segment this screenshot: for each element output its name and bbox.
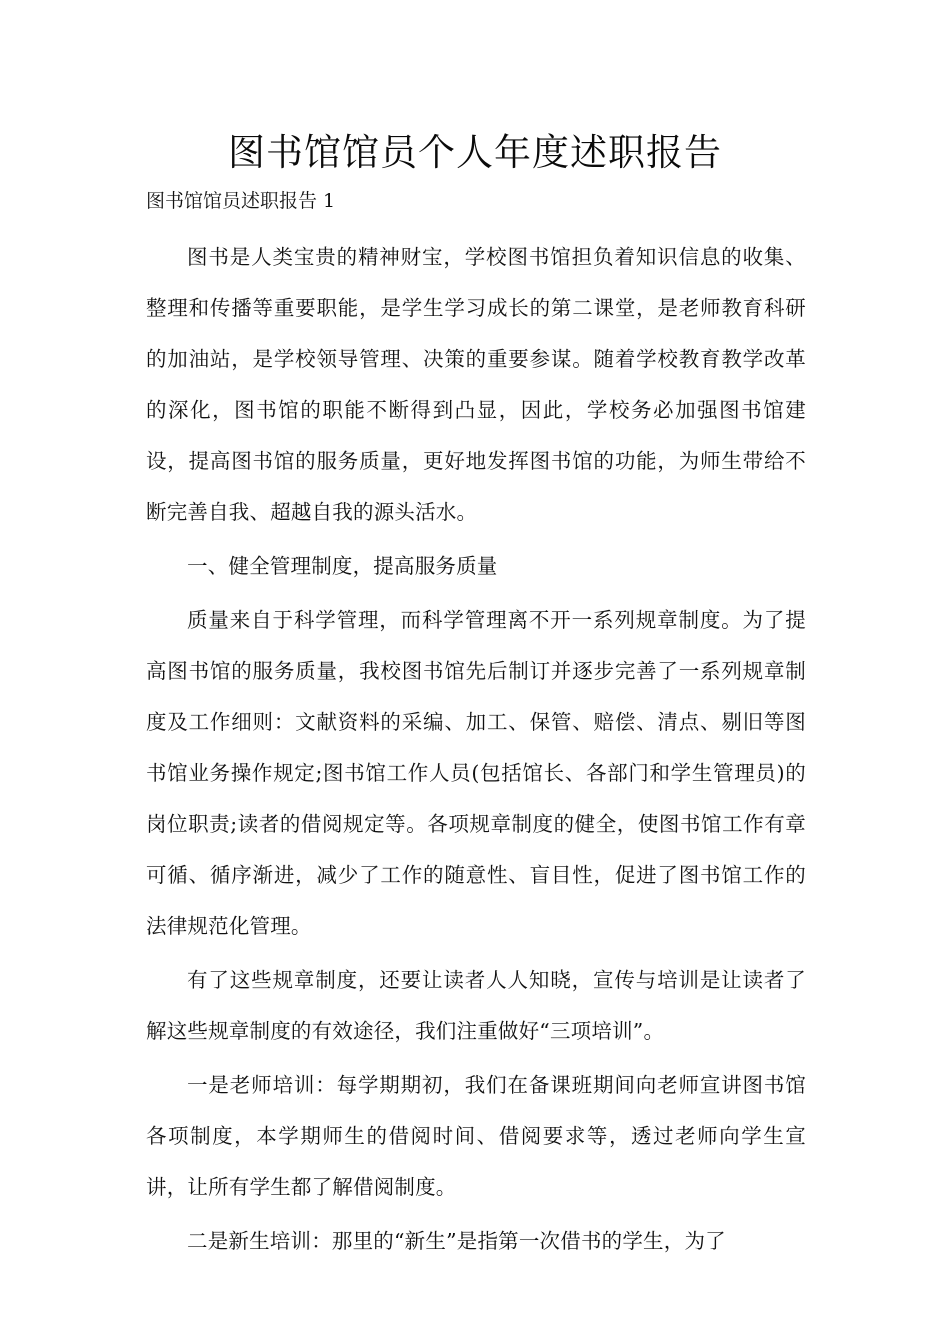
document-body bbox=[146, 232, 806, 1270]
paragraph-teacher-training: 一是老师培训：每学期期初，我们在备课班期间向老师宣讲图书馆各项制度，本学期师生的借阅时间、借阅要求等，透过老师向学生宣讲，让所有学生都了解借阅制度。 bbox=[146, 1073, 806, 1199]
document-title: 图书馆馆员个人年度述职报告 bbox=[228, 131, 722, 174]
paragraph-intro: 图书是人类宝贵的精神财宝，学校图书馆担负着知识信息的收集、整理和传播等重要职能，是学生学习成长的第二课堂，是老师教育科研的加油站，是学校领导管理、决策的重要参谋。随着学校教育教学改革的深化，图书馆的职能不断得到凸显，因此，学校务必加强图书馆建设，提高图书馆的服务质量，更好地发挥图书馆的功能，为师生带给不断完善自我、超越自我的源头活水。 bbox=[146, 245, 806, 524]
paragraph-new-student-training: 二是新生培训：那里的“新生”是指第一次借书的学生，为了 bbox=[187, 1229, 726, 1253]
document-subtitle: 图书馆馆员述职报告 1 bbox=[146, 190, 336, 212]
paragraph-training-intro: 有了这些规章制度，还要让读者人人知晓，宣传与培训是让读者了解这些规章制度的有效途径，我们注重做好“三项培训”。 bbox=[146, 968, 806, 1043]
paragraph-rules: 质量来自于科学管理，而科学管理离不开一系列规章制度。为了提高图书馆的服务质量，我校图书馆先后制订并逐步完善了一系列规章制度及工作细则：文献资料的采编、加工、保管、赔偿、清点、剔旧等图书馆业务操作规定;图书馆工作人员(包括馆长、各部门和学生管理员)的岗位职责;读者的借阅规定等。各项规章制度的健全，使图书馆工作有章可循、循序渐进，减少了工作的随意性、盲目性，促进了图书馆工作的法律规范化管理。 bbox=[146, 608, 806, 938]
section-heading-1: 一、健全管理制度，提高服务质量 bbox=[187, 554, 498, 578]
